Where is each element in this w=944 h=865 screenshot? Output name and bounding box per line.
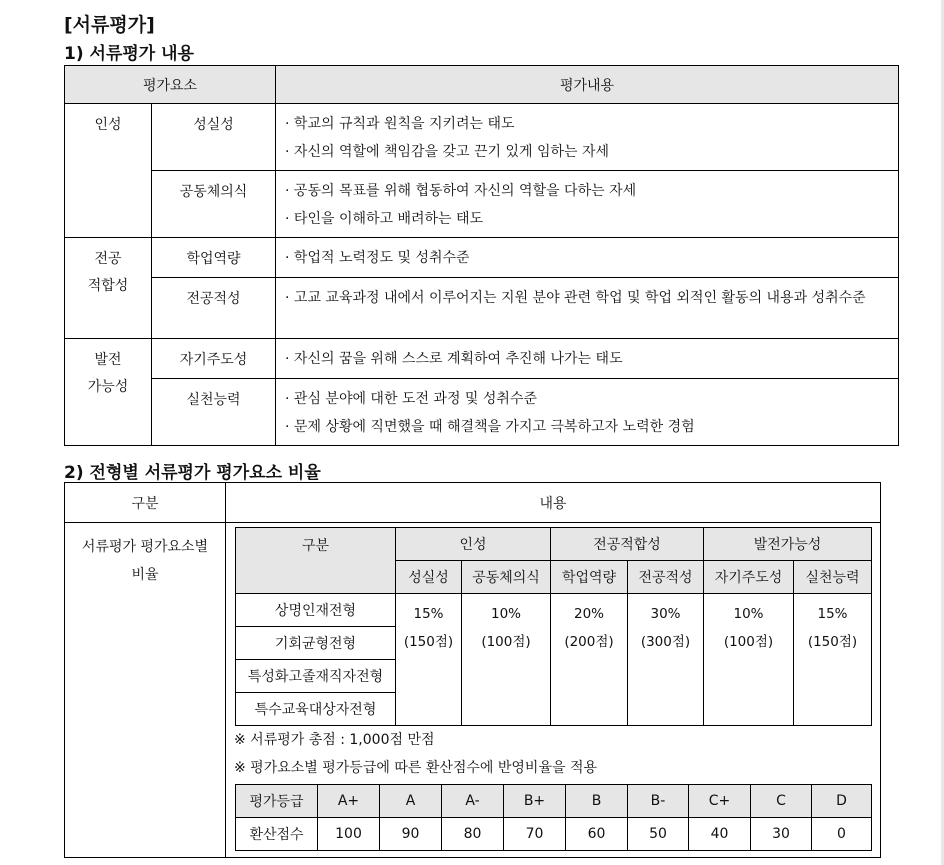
header-element: 평가요소 — [65, 66, 276, 104]
evaluation-content-table — [64, 65, 899, 446]
element-cell: 자기주도성 — [152, 339, 276, 379]
score-cell: 0 — [812, 818, 872, 851]
ratio-cell: 10% (100점) — [462, 594, 551, 726]
sub-header: 성실성 — [396, 561, 462, 594]
sub-header: 학업역량 — [551, 561, 628, 594]
table-row — [236, 594, 872, 627]
element-cell: 학업역량 — [152, 238, 276, 278]
header-content: 평가내용 — [276, 66, 899, 104]
row-label-line: 서류평가 평가요소별 — [81, 539, 209, 555]
category-line: 발전 — [94, 352, 122, 368]
ratio-inner-table — [235, 527, 872, 726]
table-header-row — [65, 66, 899, 104]
sub-header: 실천능력 — [794, 561, 872, 594]
grade-cell: D — [812, 785, 872, 818]
admission-type-cell: 기회균형전형 — [236, 627, 396, 660]
section-title-ratio: 2) 전형별 서류평가 평가요소 비율 — [64, 463, 321, 483]
grade-cell: A- — [442, 785, 504, 818]
sub-header: 공동체의식 — [462, 561, 551, 594]
admission-type-cell: 특수교육대상자전형 — [236, 693, 396, 726]
description-cell — [276, 171, 899, 238]
header-content: 내용 — [226, 483, 881, 523]
table-row — [65, 278, 899, 339]
score-cell: 50 — [628, 818, 689, 851]
table-row — [65, 238, 899, 278]
description-cell — [276, 278, 899, 339]
category-cell: 인성 — [65, 104, 152, 238]
group-header: 인성 — [396, 528, 551, 561]
score-cell: 30 — [751, 818, 812, 851]
ratio-cell: 30% (300점) — [628, 594, 704, 726]
description-line: · 공동의 목표를 위해 협동하여 자신의 역할을 다하는 자세 — [285, 183, 637, 199]
description-cell — [276, 104, 899, 171]
score-cell: 60 — [566, 818, 628, 851]
admission-type-cell: 상명인재전형 — [236, 594, 396, 627]
row-label-line: 비율 — [131, 567, 159, 583]
category-line: 전공 — [94, 251, 122, 267]
score-row — [236, 818, 872, 851]
category-cell — [65, 238, 152, 339]
grade-cell: A+ — [318, 785, 380, 818]
grade-row — [236, 785, 872, 818]
grade-row-label: 평가등급 — [236, 785, 318, 818]
description-line: · 학교의 규칙과 원칙을 지키려는 태도 — [285, 116, 515, 132]
ratio-cell: 10% (100점) — [704, 594, 794, 726]
category-line: 가능성 — [87, 379, 129, 395]
note-total-score: ※ 서류평가 총점 : 1,000점 만점 — [234, 732, 435, 748]
description-cell — [276, 339, 899, 379]
description-line: · 관심 분야에 대한 도전 과정 및 성취수준 — [285, 391, 538, 407]
section-title-content: 1) 서류평가 내용 — [64, 44, 194, 64]
description-line: · 학업적 노력정도 및 성취수준 — [285, 250, 470, 266]
description-line: · 타인을 이해하고 배려하는 태도 — [285, 211, 484, 227]
table-row — [65, 171, 899, 238]
sub-header: 전공적성 — [628, 561, 704, 594]
score-cell: 90 — [380, 818, 442, 851]
ratio-cell: 15% (150점) — [396, 594, 462, 726]
element-cell: 성실성 — [152, 104, 276, 171]
score-cell: 40 — [689, 818, 751, 851]
grade-cell: A — [380, 785, 442, 818]
admission-type-cell: 특성화고졸재직자전형 — [236, 660, 396, 693]
description-line: · 문제 상황에 직면했을 때 해결책을 가지고 극복하고자 노력한 경험 — [285, 419, 695, 435]
grade-cell: B- — [628, 785, 689, 818]
element-cell: 공동체의식 — [152, 171, 276, 238]
table-row — [65, 104, 899, 171]
inner-corner-header: 구분 — [236, 528, 396, 594]
group-header: 전공적합성 — [551, 528, 704, 561]
grade-cell: B+ — [504, 785, 566, 818]
description-line: · 자신의 역할에 책임감을 갖고 끈기 있게 임하는 자세 — [285, 144, 610, 160]
description-line: · 자신의 꿈을 위해 스스로 계획하여 추진해 나가는 태도 — [285, 351, 623, 367]
description-cell — [276, 379, 899, 446]
score-row-label: 환산점수 — [236, 818, 318, 851]
row-label-cell — [65, 523, 226, 858]
element-cell: 전공적성 — [152, 278, 276, 339]
note-conversion: ※ 평가요소별 평가등급에 따른 환산점수에 반영비율을 적용 — [234, 760, 598, 776]
ratio-table — [64, 482, 881, 858]
score-cell: 80 — [442, 818, 504, 851]
table-row — [65, 339, 899, 379]
grade-cell: C — [751, 785, 812, 818]
table-header-row — [65, 483, 881, 523]
sub-header: 자기주도성 — [704, 561, 794, 594]
page-title: [서류평가] — [64, 14, 155, 36]
grade-table — [235, 784, 872, 851]
table-row — [65, 379, 899, 446]
description-cell — [276, 238, 899, 278]
group-header: 발전가능성 — [704, 528, 872, 561]
grade-cell: C+ — [689, 785, 751, 818]
element-cell: 실천능력 — [152, 379, 276, 446]
ratio-cell: 20% (200점) — [551, 594, 628, 726]
content-cell — [226, 523, 881, 858]
score-cell: 100 — [318, 818, 380, 851]
grade-cell: B — [566, 785, 628, 818]
table-row — [65, 523, 881, 858]
score-cell: 70 — [504, 818, 566, 851]
category-cell — [65, 339, 152, 446]
ratio-cell: 15% (150점) — [794, 594, 872, 726]
header-division: 구분 — [65, 483, 226, 523]
category-line: 적합성 — [87, 278, 129, 294]
description-line: · 고교 교육과정 내에서 이루어지는 지원 분야 관련 학업 및 학업 외적인 활동의 내용과 성취수준 — [285, 290, 866, 306]
